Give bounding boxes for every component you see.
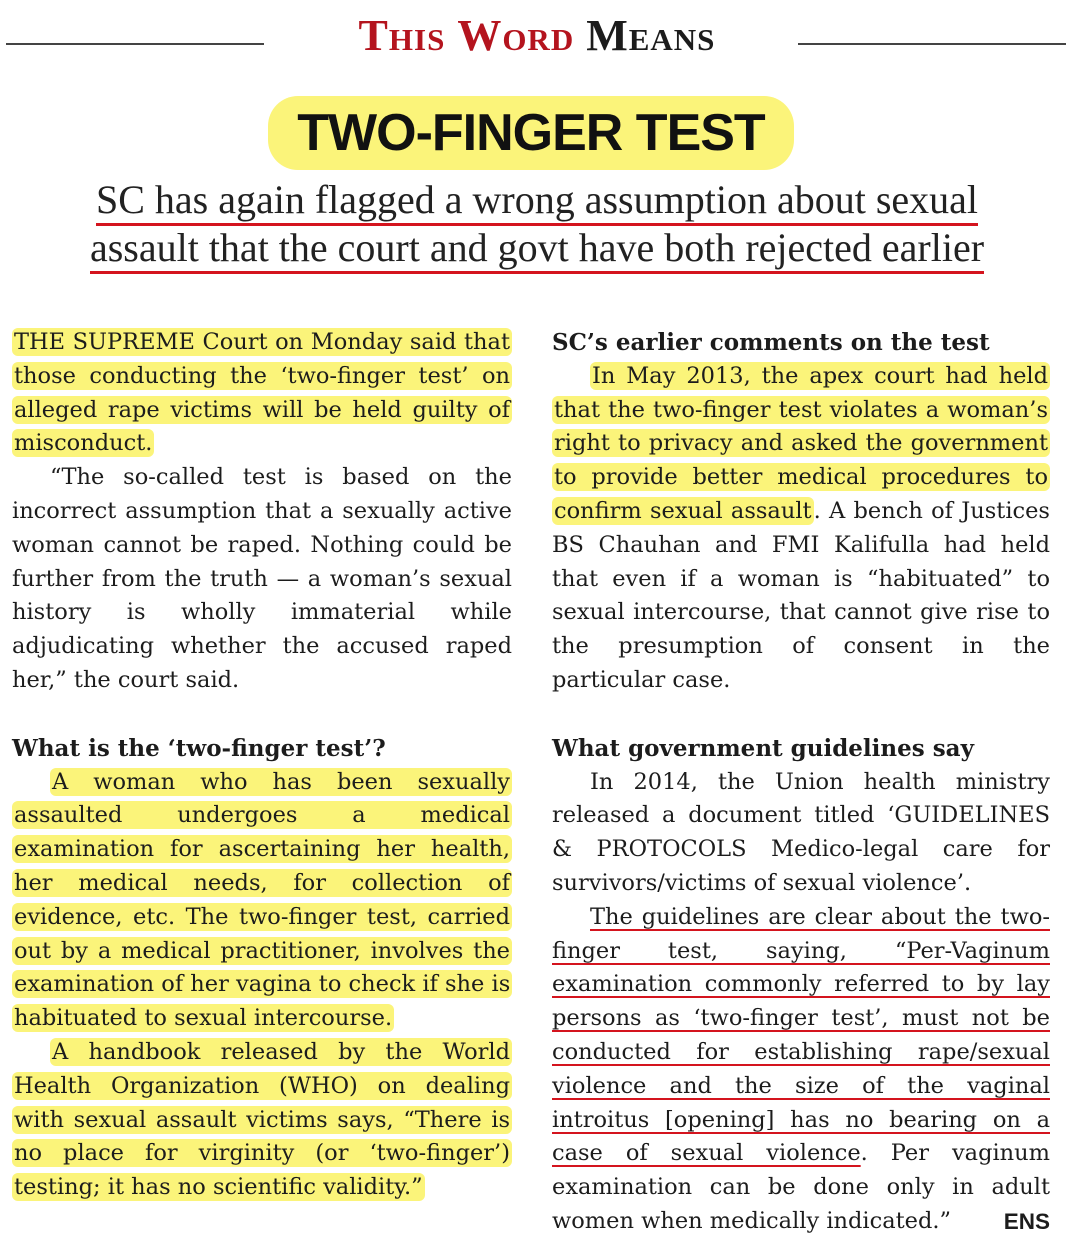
headline: TWO-FINGER TEST xyxy=(297,104,765,162)
right-paragraph-1-rest: . A bench of Justices BS Chauhan and FMI Kalifulla had held that even if a woman is “habituated” to sexual intercourse, that cannot give rise to the presumption of consent in the particular case. xyxy=(552,497,1050,693)
right-paragraph-2: In 2014, the Union health ministry released a document titled ‘GUIDELINES & PROTOCOLS Medico-legal care for survivors/victims of sexual violence’. xyxy=(552,768,1050,896)
right-column xyxy=(552,326,1050,1239)
right-paragraph-1-highlight: In May 2013, the apex court had held that the two-finger test violates a woman’s right to privacy and asked the government to provide better medical procedures to confirm sexual assault xyxy=(554,362,1048,524)
left-subhead-what-is: What is the ‘two-finger test’? xyxy=(12,734,386,762)
left-paragraph-1: THE SUPREME Court on Monday said that those conducting the ‘two-finger test’ on alleged rape victims will be held guilty of misconduct. xyxy=(14,329,510,457)
left-paragraph-2: “The so-called test is based on the incorrect assumption that a sexually active woman cannot be raped. Nothing could be further from the truth — a woman’s sexual history is wholly immaterial while adjudicating whether the accused raped her,” the court said. xyxy=(12,464,512,693)
right-subhead-sc-comments: SC’s earlier comments on the test xyxy=(552,329,990,356)
masthead-word-word: Word xyxy=(457,11,575,60)
right-subhead-guidelines: What government guidelines say xyxy=(552,734,974,762)
deck-line-1: SC has again flagged a wrong assumption about sexual xyxy=(96,177,978,226)
section-masthead xyxy=(0,6,1074,66)
masthead-word-means: Means xyxy=(586,11,716,60)
right-paragraph-3-underlined: The guidelines are clear about the two-finger test, saying, “Per-Vaginum examination commonly referred to by lay persons as ‘two-finger test’, must not be conducted for establishing rape/sexual violence and the size of the vaginal introitus [opening] has no bearing on a case of sexual violence xyxy=(552,903,1050,1167)
left-paragraph-4: A handbook released by the World Health Organization (WHO) on dealing with sexual assault victims says, “There is no place for virginity (or ‘two-finger’) testing; it has no scientific validity.” xyxy=(14,1038,510,1201)
deck-line-2: assault that the court and govt have both rejected earlier xyxy=(90,225,984,274)
deck xyxy=(0,176,1074,272)
byline-credit: ENS xyxy=(1003,1208,1050,1234)
left-paragraph-3: A woman who has been sexually assaulted undergoes a medical examination for ascertaining her health, her medical needs, for collection of evidence, etc. The two-finger test, carried out by a medical practitioner, involves the examination of her vagina to check if she is habituated to sexual intercourse. xyxy=(14,768,511,1032)
right-paragraph-3-rest: . Per vaginum examination can be done only in adult women when medically indicated.” xyxy=(552,1140,1050,1234)
masthead-word-this: This xyxy=(358,11,446,60)
left-column xyxy=(12,326,512,1205)
